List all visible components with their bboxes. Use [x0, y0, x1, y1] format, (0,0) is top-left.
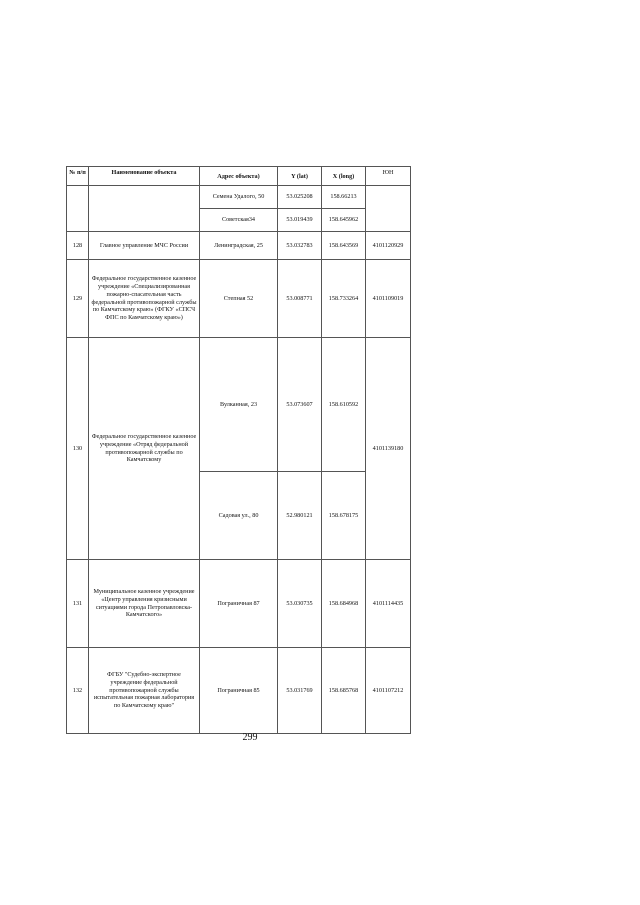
row-address: Степная 52	[200, 260, 278, 338]
row-lat: 52.980121	[278, 472, 322, 560]
table-row	[67, 260, 411, 338]
row-long: 158.684968	[322, 560, 366, 648]
row-lat: 53.073607	[278, 338, 322, 472]
row-lat: 53.008771	[278, 260, 322, 338]
row-lat: 53.025208	[278, 186, 322, 209]
row-long: 158.643569	[322, 232, 366, 260]
row-long: 158.645962	[322, 209, 366, 232]
row-address: Советская34	[200, 209, 278, 232]
row-num: 128	[67, 232, 89, 260]
row-num: 130	[67, 338, 89, 560]
table-row	[67, 648, 411, 734]
row-num: 129	[67, 260, 89, 338]
row-code	[366, 186, 411, 232]
table-row	[67, 186, 411, 209]
row-long: 158.66213	[322, 186, 366, 209]
row-name: Муниципальное казенное учреждение «Центр управления кризисными ситуациями города Петропавловска-Камчатского»	[89, 560, 200, 648]
row-num: 131	[67, 560, 89, 648]
row-name: ФГБУ "Судебно-экспертное учреждение федеральной противопожарной службы испытательная пожарная лаборатория по Камчатскому краю"	[89, 648, 200, 734]
row-name: Главное управление МЧС России	[89, 232, 200, 260]
row-code: 4101139180	[366, 338, 411, 560]
row-name	[89, 186, 200, 232]
row-long: 158.685768	[322, 648, 366, 734]
row-address: Садовая ул., 80	[200, 472, 278, 560]
row-code: 4101114435	[366, 560, 411, 648]
row-long: 158.678175	[322, 472, 366, 560]
header-long: X (long)	[322, 167, 366, 186]
row-lat: 53.032783	[278, 232, 322, 260]
row-lat: 53.019439	[278, 209, 322, 232]
row-num	[67, 186, 89, 232]
table-row	[67, 560, 411, 648]
row-lat: 53.030735	[278, 560, 322, 648]
header-lat: Y (lat)	[278, 167, 322, 186]
row-lat: 53.031769	[278, 648, 322, 734]
row-address: Вулканная, 23	[200, 338, 278, 472]
row-long: 158.610592	[322, 338, 366, 472]
row-code: 4101120929	[366, 232, 411, 260]
row-name: Федеральное государственное казенное учреждение «Специализированная пожарно-спасательная часть федеральной противопожарной службы по Камчатскому краю» (ФГКУ «СПСЧ ФПС по Камчатскому краю»)	[89, 260, 200, 338]
header-name: Наименование объекта	[89, 167, 200, 186]
row-address: Семена Удалого, 50	[200, 186, 278, 209]
row-num: 132	[67, 648, 89, 734]
row-long: 158.733264	[322, 260, 366, 338]
row-name: Федеральное государственное казенное учреждение «Отряд федеральной противопожарной службы по Камчатскому	[89, 338, 200, 560]
row-address: Ленинградская, 25	[200, 232, 278, 260]
table-row	[67, 232, 411, 260]
table-row	[67, 338, 411, 472]
object-table	[66, 166, 411, 734]
page-number: 299	[242, 732, 258, 743]
row-code: 4101107212	[366, 648, 411, 734]
header-row	[67, 167, 411, 186]
row-address: Пограничная 85	[200, 648, 278, 734]
row-address: Пограничная 87	[200, 560, 278, 648]
header-num: № п/п	[67, 167, 89, 186]
header-address: Адрес объекта)	[200, 167, 278, 186]
row-code: 4101109019	[366, 260, 411, 338]
header-code: ЮН	[366, 167, 411, 186]
